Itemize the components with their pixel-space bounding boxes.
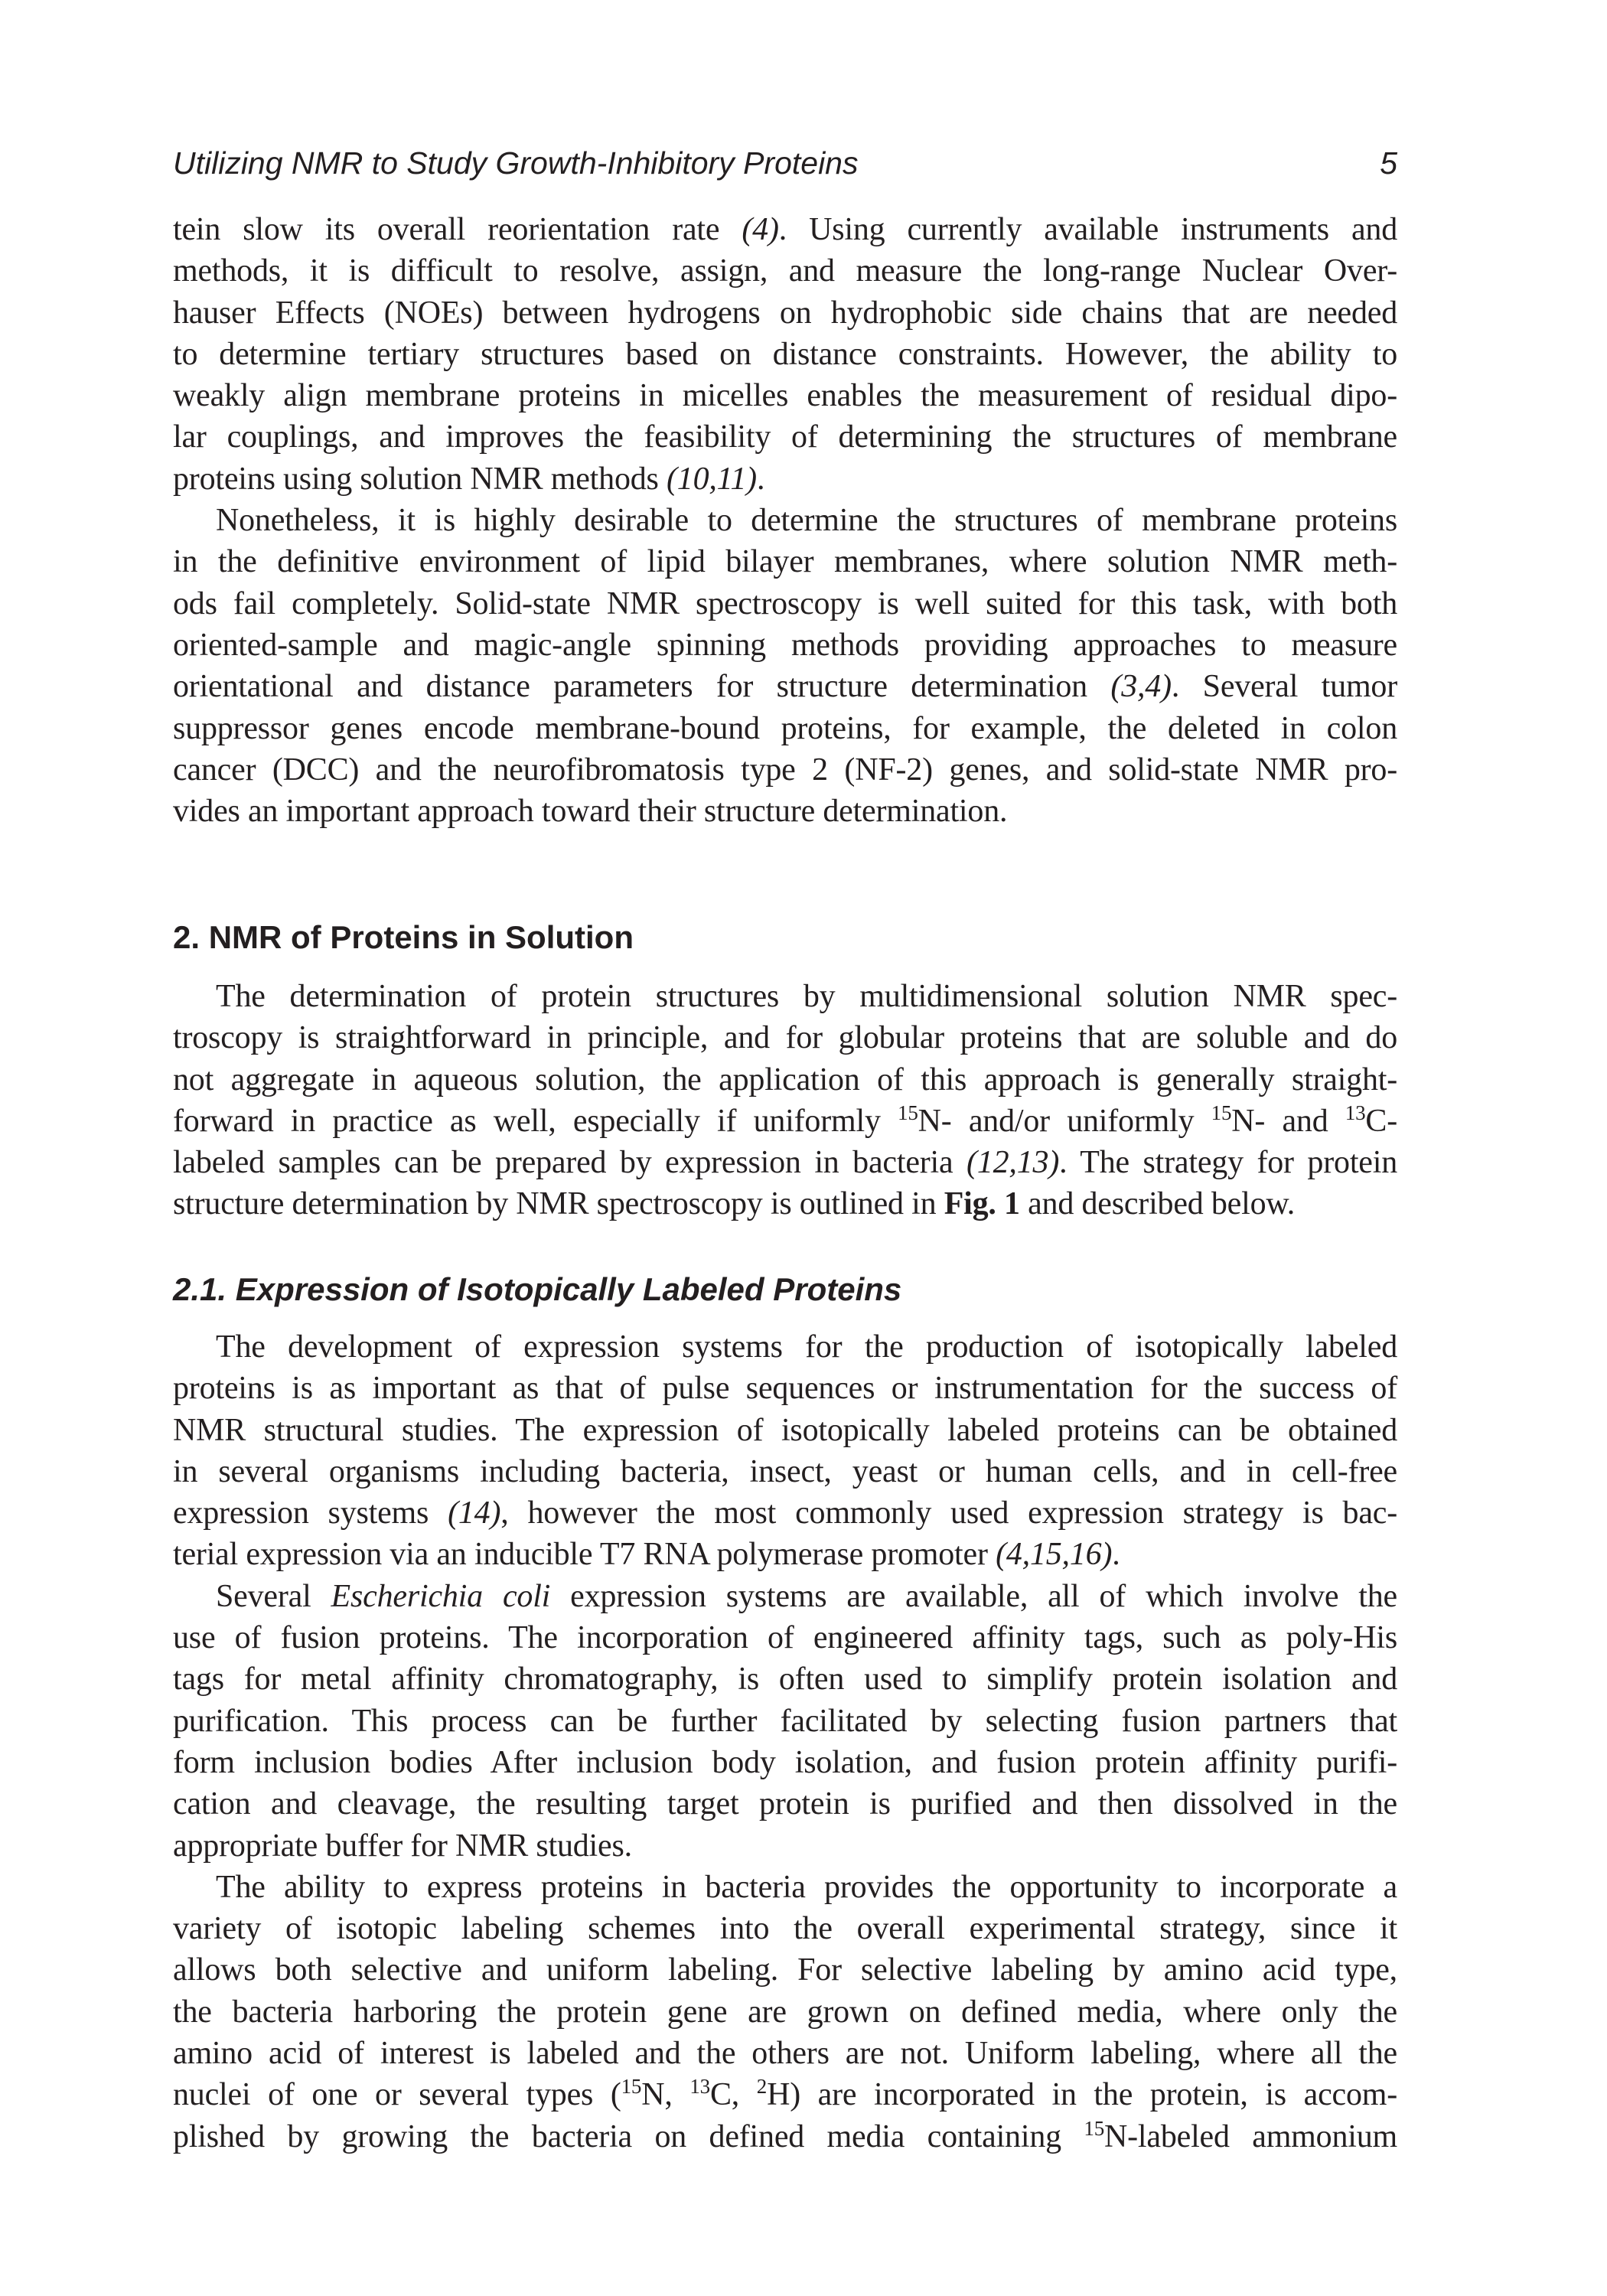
text-line [173,209,1397,250]
text-line [173,1908,1397,1949]
superscript: 15 [898,1101,918,1124]
text-line [173,749,1397,791]
text-run: suppressor genes encode membrane-bound proteins, for example, the deleted in colon [173,710,1397,746]
text-run: hauser Effects (NOEs) between hydrogens on hydrophobic side chains that are needed [173,295,1397,331]
text-run: oriented-sample and magic-angle spinning methods providing approaches to measure [173,627,1397,663]
text-run: plished by growing the bacteria on defined media containing [173,2118,1084,2154]
superscript: 13 [689,2075,710,2099]
text-line [173,666,1397,707]
text-run: and described below. [1019,1186,1296,1222]
italic-text: (3,4) [1110,669,1172,705]
text-line [173,708,1397,749]
text-run: the bacteria harboring the protein gene are grown on defined media, where only the [173,1994,1397,2030]
text-line [173,2074,1397,2115]
text-run: N- and [1231,1103,1345,1139]
text-run: The development of expression systems for the production of isotopically labeled [216,1329,1397,1365]
text-line [173,541,1397,582]
italic-text: (4) [742,212,779,247]
text-run: in the definitive environment of lipid bilayer membranes, where solution NMR meth- [173,544,1397,580]
text-line [173,1059,1397,1101]
italic-text: Escherichia coli [331,1578,551,1614]
text-line [173,1492,1397,1534]
text-run: to determine tertiary structures based on distance constraints. However, the ability to [173,336,1397,372]
text-line [173,1742,1397,1783]
text-line [173,416,1397,458]
body-text-intro-continued [173,209,1397,832]
text-run: N, [641,2077,690,2113]
text-run: amino acid of interest is labeled and the others are not. Uniform labeling, where all the [173,2036,1397,2072]
text-line [173,458,1397,500]
text-line [173,1949,1397,1991]
section-heading-2-1: 2.1. Expression of Isotopically Labeled Proteins [173,1271,902,1307]
text-run: expression systems [173,1495,448,1531]
text-run: cation and cleavage, the resulting target protein is purified and then dissolved in the [173,1786,1397,1822]
text-line [173,1410,1397,1451]
text-run: cancer (DCC) and the neurofibromatosis type 2 (NF-2) genes, and solid-state NMR pro- [173,752,1397,788]
text-run: structure determination by NMR spectroscopy is outlined in [173,1186,944,1222]
text-run: nuclei of one or several types ( [173,2077,621,2113]
text-run: N-labeled ammonium [1104,2118,1397,2154]
text-run: C, [709,2077,757,2113]
page-number: 5 [1380,145,1397,181]
text-line [173,1183,1397,1225]
italic-text: (12,13) [966,1145,1060,1181]
text-line [173,1701,1397,1742]
text-line [173,500,1397,541]
text-line [173,1101,1397,1142]
text-run: Several [216,1578,331,1614]
text-line [173,292,1397,334]
text-line [173,1617,1397,1658]
text-line [173,334,1397,375]
text-line [173,1658,1397,1700]
text-run: weakly align membrane proteins in micelles enables the measurement of residual dipo- [173,378,1397,414]
text-line [173,1142,1397,1183]
text-run: forward in practice as well, especially if uniformly [173,1103,898,1139]
text-line [173,1326,1397,1368]
text-line [173,1534,1397,1575]
text-run: appropriate buffer for NMR studies. [173,1828,632,1864]
text-run: . Several tumor [1171,669,1397,705]
superscript: 15 [1084,2116,1105,2140]
text-line [173,375,1397,416]
superscript: 15 [621,2075,642,2099]
text-line [173,1576,1397,1617]
text-run: terial expression via an inducible T7 RNA polymerase promoter [173,1537,996,1573]
text-line [173,791,1397,832]
running-head-title: Utilizing NMR to Study Growth-Inhibitory Proteins [173,145,859,181]
body-text-section-2-1 [173,1326,1397,2157]
text-line [173,1017,1397,1058]
text-run: variety of isotopic labeling schemes into the overall experimental strategy, since it [173,1911,1397,1947]
text-line [173,1368,1397,1409]
text-line [173,1991,1397,2033]
text-run: form inclusion bodies After inclusion body isolation, and fusion protein affinity purifi- [173,1744,1397,1780]
text-run: not aggregate in aqueous solution, the application of this approach is generally straight- [173,1062,1397,1097]
superscript: 2 [756,2075,768,2099]
text-run: expression systems are available, all of which involve the [550,1578,1397,1614]
text-run: NMR structural studies. The expression of isotopically labeled proteins can be obtained [173,1412,1397,1448]
italic-text: (14) [448,1495,501,1531]
superscript: 13 [1345,1101,1366,1124]
text-run: labeled samples can be prepared by expression in bacteria [173,1145,967,1181]
text-line [173,1451,1397,1492]
italic-text: (4,15,16) [996,1537,1113,1573]
text-run: allows both selective and uniform labeling. For selective labeling by amino acid type, [173,1952,1397,1988]
text-run: . [756,461,765,497]
text-line [173,2033,1397,2074]
text-run: tags for metal affinity chromatography, is often used to simplify protein isolation and [173,1662,1397,1698]
text-run: tein slow its overall reorientation rate [173,212,742,247]
text-run: C- [1365,1103,1397,1139]
text-run: methods, it is difficult to resolve, assign, and measure the long-range Nuclear Over- [173,253,1397,289]
text-run: H) are incorporated in the protein, is accom- [767,2077,1398,2113]
text-run: N- and/or uniformly [918,1103,1211,1139]
text-line [173,583,1397,625]
text-run: use of fusion proteins. The incorporation of engineered affinity tags, such as poly-His [173,1620,1397,1656]
bold-text: Fig. 1 [944,1186,1020,1222]
text-run: . [1112,1537,1120,1573]
text-line [173,1867,1397,1908]
text-run: lar couplings, and improves the feasibility of determining the structures of membrane [173,419,1397,455]
text-run: proteins is as important as that of pulse sequences or instrumentation for the success of [173,1371,1397,1407]
section-heading-2: 2. NMR of Proteins in Solution [173,919,634,955]
text-run: , however the most commonly used expression strategy is bac- [500,1495,1397,1531]
text-run: troscopy is straightforward in principle, and for globular proteins that are soluble and do [173,1020,1397,1056]
text-run: in several organisms including bacteria, insect, yeast or human cells, and in cell-free [173,1453,1397,1489]
running-head [173,144,1397,182]
text-line [173,976,1397,1017]
text-run: orientational and distance parameters for structure determination [173,669,1111,705]
text-run: The ability to express proteins in bacteria provides the opportunity to incorporate a [216,1869,1397,1905]
text-run: ods fail completely. Solid-state NMR spectroscopy is well suited for this task, with both [173,585,1397,621]
text-run: . The strategy for protein [1059,1145,1397,1181]
text-run: vides an important approach toward their structure determination. [173,794,1008,830]
text-line [173,625,1397,666]
text-line [173,1783,1397,1825]
text-run: The determination of protein structures by multidimensional solution NMR spec- [216,979,1397,1014]
text-run: Nonetheless, it is highly desirable to determine the structures of membrane proteins [216,503,1397,539]
text-run: purification. This process can be further facilitated by selecting fusion partners that [173,1703,1397,1739]
text-run: proteins using solution NMR methods [173,461,667,497]
text-line [173,250,1397,292]
text-run: . Using currently available instruments and [778,212,1397,247]
text-line [173,2116,1397,2157]
italic-text: (10,11) [667,461,757,497]
superscript: 15 [1211,1101,1232,1124]
text-line [173,1825,1397,1867]
body-text-section-2 [173,976,1397,1225]
